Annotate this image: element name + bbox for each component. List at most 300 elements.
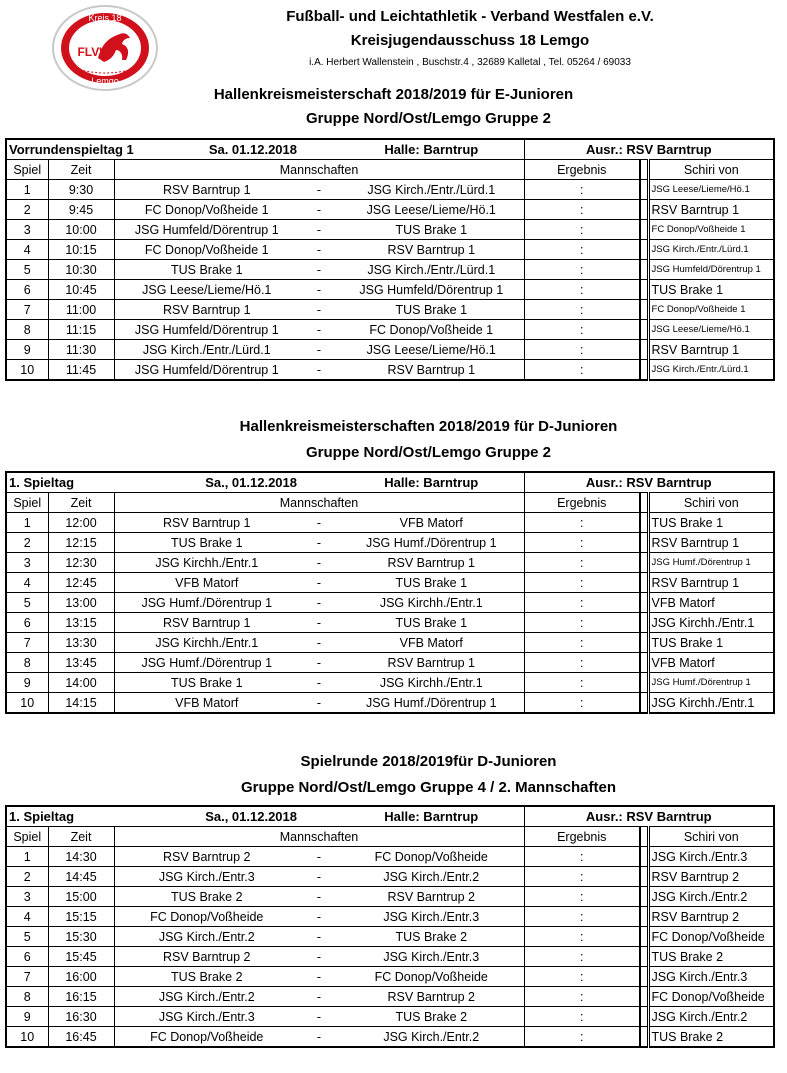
home-team: RSV Barntrup 1 xyxy=(114,613,299,633)
home-team: JSG Kirchh./Entr.1 xyxy=(114,633,299,653)
match-result: : xyxy=(524,1007,640,1027)
match-time: 11:00 xyxy=(48,300,114,320)
referee-team: FC Donop/Voßheide 1 xyxy=(648,300,774,320)
referee-team: FC Donop/Voßheide 1 xyxy=(648,220,774,240)
col-header-ergebnis: Ergebnis xyxy=(524,160,640,180)
col-header-ergebnis: Ergebnis xyxy=(524,827,640,847)
col-divider xyxy=(640,1007,648,1027)
match-time: 9:30 xyxy=(48,180,114,200)
table-row xyxy=(6,987,774,1007)
col-divider xyxy=(640,360,648,381)
away-team: JSG Leese/Lieme/Hö.1 xyxy=(339,200,524,220)
away-team: JSG Kirch./Entr.2 xyxy=(339,867,524,887)
team-separator: - xyxy=(299,907,339,927)
team-separator: - xyxy=(299,633,339,653)
away-team: RSV Barntrup 1 xyxy=(339,653,524,673)
match-number: 5 xyxy=(6,927,48,947)
match-number: 10 xyxy=(6,1027,48,1048)
table-row xyxy=(6,967,774,987)
referee-team: JSG Kirch./Entr.3 xyxy=(648,847,774,867)
match-number: 5 xyxy=(6,593,48,613)
section-2-title: Hallenkreismeisterschaften 2018/2019 für D-Junioren xyxy=(239,418,618,435)
round-info-row xyxy=(6,472,774,493)
match-time: 16:30 xyxy=(48,1007,114,1027)
team-separator: - xyxy=(299,867,339,887)
match-number: 7 xyxy=(6,967,48,987)
home-team: JSG Humf./Dörentrup 1 xyxy=(114,593,299,613)
referee-team: VFB Matorf xyxy=(648,593,774,613)
col-divider xyxy=(640,927,648,947)
col-divider xyxy=(640,260,648,280)
match-number: 6 xyxy=(6,947,48,967)
away-team: JSG Kirch./Entr.3 xyxy=(339,907,524,927)
col-divider xyxy=(640,180,648,200)
match-result: : xyxy=(524,987,640,1007)
referee-team: TUS Brake 1 xyxy=(648,633,774,653)
home-team: FC Donop/Voßheide xyxy=(114,907,299,927)
match-result: : xyxy=(524,593,640,613)
home-team: FC Donop/Voßheide 1 xyxy=(114,240,299,260)
hall-label: Halle: Barntrup xyxy=(339,806,524,827)
match-result: : xyxy=(524,907,640,927)
home-team: VFB Matorf xyxy=(114,573,299,593)
match-number: 7 xyxy=(6,300,48,320)
referee-team: JSG Leese/Lieme/Hö.1 xyxy=(648,180,774,200)
host-label: Ausr.: RSV Barntrup xyxy=(524,139,774,160)
match-result: : xyxy=(524,573,640,593)
home-team: FC Donop/Voßheide xyxy=(114,1027,299,1048)
table-row xyxy=(6,867,774,887)
committee-name: Kreisjugendausschuss 18 Lemgo xyxy=(350,32,590,49)
home-team: JSG Humfeld/Dörentrup 1 xyxy=(114,360,299,381)
match-time: 14:45 xyxy=(48,867,114,887)
match-time: 16:00 xyxy=(48,967,114,987)
referee-team: TUS Brake 2 xyxy=(648,947,774,967)
info-spacer xyxy=(299,472,339,493)
home-team: RSV Barntrup 2 xyxy=(114,847,299,867)
match-number: 4 xyxy=(6,240,48,260)
match-time: 13:45 xyxy=(48,653,114,673)
col-divider xyxy=(640,673,648,693)
match-time: 15:00 xyxy=(48,887,114,907)
home-team: FC Donop/Voßheide 1 xyxy=(114,200,299,220)
match-time: 16:45 xyxy=(48,1027,114,1048)
match-result: : xyxy=(524,947,640,967)
team-separator: - xyxy=(299,947,339,967)
match-time: 9:45 xyxy=(48,200,114,220)
col-header-schiri: Schiri von xyxy=(648,493,774,513)
match-time: 10:30 xyxy=(48,260,114,280)
table-row xyxy=(6,513,774,533)
team-separator: - xyxy=(299,927,339,947)
match-time: 12:30 xyxy=(48,553,114,573)
match-number: 2 xyxy=(6,533,48,553)
match-time: 13:15 xyxy=(48,613,114,633)
col-divider xyxy=(640,220,648,240)
away-team: TUS Brake 1 xyxy=(339,220,524,240)
table-row xyxy=(6,320,774,340)
round-info-row xyxy=(6,139,774,160)
section-1-subtitle: Gruppe Nord/Ost/Lemgo Gruppe 2 xyxy=(305,110,552,127)
table-row xyxy=(6,340,774,360)
home-team: TUS Brake 2 xyxy=(114,967,299,987)
col-divider xyxy=(640,200,648,220)
match-result: : xyxy=(524,280,640,300)
home-team: JSG Leese/Lieme/Hö.1 xyxy=(114,280,299,300)
col-divider xyxy=(640,847,648,867)
table-row xyxy=(6,887,774,907)
col-divider xyxy=(640,240,648,260)
referee-team: RSV Barntrup 1 xyxy=(648,200,774,220)
match-result: : xyxy=(524,340,640,360)
team-separator: - xyxy=(299,260,339,280)
match-number: 2 xyxy=(6,200,48,220)
col-header-spiel: Spiel xyxy=(6,160,48,180)
match-result: : xyxy=(524,1027,640,1048)
table-row xyxy=(6,613,774,633)
round-label: 1. Spieltag xyxy=(6,806,114,827)
referee-team: JSG Kirch./Entr./Lürd.1 xyxy=(648,240,774,260)
match-time: 14:30 xyxy=(48,847,114,867)
away-team: JSG Humfeld/Dörentrup 1 xyxy=(339,280,524,300)
match-number: 1 xyxy=(6,180,48,200)
round-info-row xyxy=(6,806,774,827)
table-row xyxy=(6,907,774,927)
table-row xyxy=(6,300,774,320)
match-time: 16:15 xyxy=(48,987,114,1007)
match-number: 7 xyxy=(6,633,48,653)
col-header-zeit: Zeit xyxy=(48,160,114,180)
table-row xyxy=(6,653,774,673)
match-result: : xyxy=(524,653,640,673)
match-time: 13:00 xyxy=(48,593,114,613)
referee-team: RSV Barntrup 1 xyxy=(648,533,774,553)
match-result: : xyxy=(524,887,640,907)
col-header-schiri: Schiri von xyxy=(648,827,774,847)
match-date: Sa. 01.12.2018 xyxy=(114,139,299,160)
flvw-emblem-icon xyxy=(50,4,160,92)
match-number: 2 xyxy=(6,867,48,887)
team-separator: - xyxy=(299,300,339,320)
table-row xyxy=(6,220,774,240)
match-number: 8 xyxy=(6,320,48,340)
table-row xyxy=(6,553,774,573)
referee-team: JSG Kirchh./Entr.1 xyxy=(648,693,774,714)
federation-name: Fußball- und Leichtathletik - Verband Westfalen e.V. xyxy=(286,8,654,25)
host-label: Ausr.: RSV Barntrup xyxy=(524,806,774,827)
team-separator: - xyxy=(299,653,339,673)
logo-top-text: Kreis 18 xyxy=(88,13,122,23)
col-divider xyxy=(640,280,648,300)
team-separator: - xyxy=(299,513,339,533)
section-3-subtitle: Gruppe Nord/Ost/Lemgo Gruppe 4 / 2. Mannschaften xyxy=(240,779,617,796)
referee-team: RSV Barntrup 2 xyxy=(648,907,774,927)
col-divider xyxy=(640,867,648,887)
home-team: TUS Brake 1 xyxy=(114,260,299,280)
table-row xyxy=(6,200,774,220)
col-divider xyxy=(640,967,648,987)
info-spacer xyxy=(299,139,339,160)
match-number: 3 xyxy=(6,220,48,240)
col-divider xyxy=(640,320,648,340)
match-number: 1 xyxy=(6,513,48,533)
contact-line: i.A. Herbert Wallenstein , Buschstr.4 , 32689 Kalletal , Tel. 05264 / 69033 xyxy=(309,57,631,68)
match-number: 1 xyxy=(6,847,48,867)
match-number: 3 xyxy=(6,887,48,907)
col-divider xyxy=(640,513,648,533)
home-team: TUS Brake 1 xyxy=(114,533,299,553)
col-divider xyxy=(640,613,648,633)
match-result: : xyxy=(524,513,640,533)
round-label: 1. Spieltag xyxy=(6,472,114,493)
col-header-schiri: Schiri von xyxy=(648,160,774,180)
table-row xyxy=(6,673,774,693)
match-result: : xyxy=(524,967,640,987)
away-team: JSG Kirch./Entr./Lürd.1 xyxy=(339,180,524,200)
home-team: JSG Kirch./Entr.2 xyxy=(114,927,299,947)
referee-team: TUS Brake 1 xyxy=(648,280,774,300)
match-result: : xyxy=(524,300,640,320)
referee-team: JSG Kirch./Entr.2 xyxy=(648,887,774,907)
referee-team: JSG Kirch./Entr.3 xyxy=(648,967,774,987)
match-number: 4 xyxy=(6,907,48,927)
col-header-zeit: Zeit xyxy=(48,827,114,847)
col-divider xyxy=(640,340,648,360)
col-divider xyxy=(640,827,648,847)
table-row xyxy=(6,593,774,613)
col-header-zeit: Zeit xyxy=(48,493,114,513)
table-row xyxy=(6,360,774,381)
team-separator: - xyxy=(299,987,339,1007)
col-divider xyxy=(640,987,648,1007)
schedule-table-d-junioren xyxy=(5,471,775,714)
away-team: TUS Brake 2 xyxy=(339,1007,524,1027)
col-header-spiel: Spiel xyxy=(6,827,48,847)
referee-team: TUS Brake 2 xyxy=(648,1027,774,1048)
referee-team: RSV Barntrup 2 xyxy=(648,867,774,887)
away-team: FC Donop/Voßheide xyxy=(339,847,524,867)
col-divider xyxy=(640,633,648,653)
home-team: JSG Humfeld/Dörentrup 1 xyxy=(114,320,299,340)
referee-team: JSG Humf./Dörentrup 1 xyxy=(648,553,774,573)
team-separator: - xyxy=(299,280,339,300)
home-team: VFB Matorf xyxy=(114,693,299,714)
col-divider xyxy=(640,160,648,180)
match-number: 3 xyxy=(6,553,48,573)
team-separator: - xyxy=(299,693,339,714)
away-team: FC Donop/Voßheide xyxy=(339,967,524,987)
match-number: 9 xyxy=(6,673,48,693)
referee-team: RSV Barntrup 1 xyxy=(648,573,774,593)
team-separator: - xyxy=(299,200,339,220)
match-number: 9 xyxy=(6,340,48,360)
table-row xyxy=(6,533,774,553)
column-header-row xyxy=(6,827,774,847)
away-team: TUS Brake 1 xyxy=(339,573,524,593)
col-header-mannschaften: Mannschaften xyxy=(114,493,524,513)
away-team: RSV Barntrup 1 xyxy=(339,553,524,573)
section-1-title: Hallenkreismeisterschaft 2018/2019 für E-Junioren xyxy=(213,86,574,103)
away-team: JSG Kirchh./Entr.1 xyxy=(339,673,524,693)
match-time: 15:30 xyxy=(48,927,114,947)
table-row xyxy=(6,180,774,200)
table-row xyxy=(6,693,774,714)
match-result: : xyxy=(524,613,640,633)
column-header-row xyxy=(6,493,774,513)
referee-team: TUS Brake 1 xyxy=(648,513,774,533)
table-row xyxy=(6,633,774,653)
col-divider xyxy=(640,947,648,967)
away-team: RSV Barntrup 1 xyxy=(339,360,524,381)
home-team: JSG Kirchh./Entr.1 xyxy=(114,553,299,573)
away-team: JSG Kirch./Entr./Lürd.1 xyxy=(339,260,524,280)
match-result: : xyxy=(524,673,640,693)
match-result: : xyxy=(524,693,640,714)
match-result: : xyxy=(524,220,640,240)
referee-team: FC Donop/Voßheide xyxy=(648,987,774,1007)
schedule-table-d-junioren-2 xyxy=(5,805,775,1048)
match-time: 14:15 xyxy=(48,693,114,714)
referee-team: JSG Humf./Dörentrup 1 xyxy=(648,673,774,693)
away-team: VFB Matorf xyxy=(339,513,524,533)
referee-team: RSV Barntrup 1 xyxy=(648,340,774,360)
team-separator: - xyxy=(299,180,339,200)
referee-team: JSG Kirchh./Entr.1 xyxy=(648,613,774,633)
team-separator: - xyxy=(299,1027,339,1048)
section-2-subtitle: Gruppe Nord/Ost/Lemgo Gruppe 2 xyxy=(305,444,552,461)
col-divider xyxy=(640,887,648,907)
team-separator: - xyxy=(299,340,339,360)
away-team: RSV Barntrup 2 xyxy=(339,887,524,907)
host-label: Ausr.: RSV Barntrup xyxy=(524,472,774,493)
match-result: : xyxy=(524,320,640,340)
team-separator: - xyxy=(299,240,339,260)
table-row xyxy=(6,260,774,280)
away-team: TUS Brake 1 xyxy=(339,300,524,320)
match-time: 10:15 xyxy=(48,240,114,260)
referee-team: FC Donop/Voßheide xyxy=(648,927,774,947)
match-number: 6 xyxy=(6,280,48,300)
team-separator: - xyxy=(299,1007,339,1027)
section-3-title: Spielrunde 2018/2019für D-Junioren xyxy=(300,753,557,770)
match-time: 15:45 xyxy=(48,947,114,967)
table-row xyxy=(6,1007,774,1027)
col-divider xyxy=(640,573,648,593)
col-divider xyxy=(640,300,648,320)
logo-emblem-text: FLVW xyxy=(77,45,111,59)
col-divider xyxy=(640,1027,648,1048)
away-team: JSG Kirchh./Entr.1 xyxy=(339,593,524,613)
away-team: TUS Brake 1 xyxy=(339,613,524,633)
match-number: 9 xyxy=(6,1007,48,1027)
team-separator: - xyxy=(299,320,339,340)
match-number: 8 xyxy=(6,987,48,1007)
col-divider xyxy=(640,653,648,673)
match-number: 6 xyxy=(6,613,48,633)
match-result: : xyxy=(524,240,640,260)
match-time: 12:00 xyxy=(48,513,114,533)
match-number: 4 xyxy=(6,573,48,593)
team-separator: - xyxy=(299,360,339,381)
match-result: : xyxy=(524,260,640,280)
match-result: : xyxy=(524,633,640,653)
home-team: JSG Kirch./Entr.2 xyxy=(114,987,299,1007)
away-team: JSG Leese/Lieme/Hö.1 xyxy=(339,340,524,360)
away-team: JSG Humf./Dörentrup 1 xyxy=(339,533,524,553)
match-time: 11:30 xyxy=(48,340,114,360)
col-divider xyxy=(640,493,648,513)
info-spacer xyxy=(299,806,339,827)
table-row xyxy=(6,847,774,867)
match-number: 5 xyxy=(6,260,48,280)
table-row xyxy=(6,1027,774,1048)
col-header-ergebnis: Ergebnis xyxy=(524,493,640,513)
table-row xyxy=(6,927,774,947)
team-separator: - xyxy=(299,887,339,907)
schedule-table-e-junioren xyxy=(5,138,775,381)
match-result: : xyxy=(524,553,640,573)
team-separator: - xyxy=(299,847,339,867)
col-header-spiel: Spiel xyxy=(6,493,48,513)
match-time: 14:00 xyxy=(48,673,114,693)
away-team: TUS Brake 2 xyxy=(339,927,524,947)
round-label: Vorrundenspieltag 1 xyxy=(6,139,114,160)
col-divider xyxy=(640,907,648,927)
match-result: : xyxy=(524,847,640,867)
logo-bottom-text: Lemgo xyxy=(91,76,119,86)
match-result: : xyxy=(524,867,640,887)
match-result: : xyxy=(524,533,640,553)
home-team: RSV Barntrup 1 xyxy=(114,180,299,200)
match-time: 10:45 xyxy=(48,280,114,300)
away-team: JSG Humf./Dörentrup 1 xyxy=(339,693,524,714)
match-result: : xyxy=(524,180,640,200)
away-team: JSG Kirch./Entr.3 xyxy=(339,947,524,967)
away-team: FC Donop/Voßheide 1 xyxy=(339,320,524,340)
team-separator: - xyxy=(299,613,339,633)
team-separator: - xyxy=(299,573,339,593)
hall-label: Halle: Barntrup xyxy=(339,139,524,160)
referee-team: JSG Leese/Lieme/Hö.1 xyxy=(648,320,774,340)
home-team: TUS Brake 2 xyxy=(114,887,299,907)
flvw-logo xyxy=(50,4,160,92)
hall-label: Halle: Barntrup xyxy=(339,472,524,493)
home-team: JSG Kirch./Entr./Lürd.1 xyxy=(114,340,299,360)
col-divider xyxy=(640,593,648,613)
home-team: JSG Kirch./Entr.3 xyxy=(114,867,299,887)
away-team: JSG Kirch./Entr.2 xyxy=(339,1027,524,1048)
match-time: 15:15 xyxy=(48,907,114,927)
home-team: RSV Barntrup 1 xyxy=(114,513,299,533)
away-team: RSV Barntrup 1 xyxy=(339,240,524,260)
away-team: VFB Matorf xyxy=(339,633,524,653)
home-team: RSV Barntrup 1 xyxy=(114,300,299,320)
home-team: JSG Humfeld/Dörentrup 1 xyxy=(114,220,299,240)
col-divider xyxy=(640,693,648,714)
home-team: RSV Barntrup 2 xyxy=(114,947,299,967)
match-result: : xyxy=(524,360,640,381)
team-separator: - xyxy=(299,593,339,613)
match-date: Sa., 01.12.2018 xyxy=(114,806,299,827)
team-separator: - xyxy=(299,220,339,240)
referee-team: JSG Kirch./Entr.2 xyxy=(648,1007,774,1027)
table-row xyxy=(6,947,774,967)
team-separator: - xyxy=(299,673,339,693)
home-team: JSG Kirch./Entr.3 xyxy=(114,1007,299,1027)
match-time: 10:00 xyxy=(48,220,114,240)
match-number: 10 xyxy=(6,693,48,714)
referee-team: JSG Kirch./Entr./Lürd.1 xyxy=(648,360,774,381)
